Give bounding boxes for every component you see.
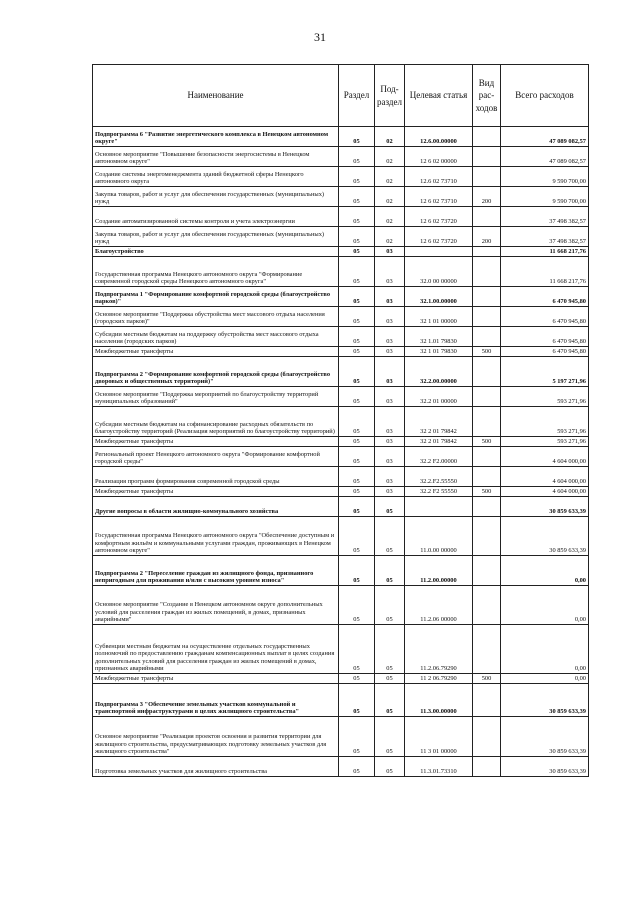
- row-expense-type-cell: [473, 127, 501, 147]
- row-total-cell: 4 604 000,00: [501, 467, 589, 487]
- row-section-cell: 05: [339, 407, 375, 437]
- row-total-cell: 6 470 945,80: [501, 307, 589, 327]
- header-target: Целевая статья: [405, 65, 473, 127]
- row-name-cell: Региональный проект Ненецкого автономного округа "Формирование комфортной городской среды": [93, 447, 339, 467]
- row-subsection-cell: 05: [375, 556, 405, 586]
- row-section-cell: 05: [339, 674, 375, 684]
- row-total-cell: 0,00: [501, 556, 589, 586]
- table-row: [93, 127, 589, 147]
- row-total-cell: 593 271,96: [501, 407, 589, 437]
- row-section-cell: 05: [339, 487, 375, 497]
- row-total-cell: 593 271,96: [501, 437, 589, 447]
- row-target-cell: 32 1 01 00000: [405, 307, 473, 327]
- row-expense-type-cell: 200: [473, 187, 501, 207]
- row-section-cell: 05: [339, 187, 375, 207]
- row-expense-type-cell: [473, 517, 501, 556]
- table-row: [93, 187, 589, 207]
- table-row: [93, 556, 589, 586]
- row-total-cell: 6 470 945,80: [501, 287, 589, 307]
- row-expense-type-cell: [473, 387, 501, 407]
- row-target-cell: 32.2 01 00000: [405, 387, 473, 407]
- row-total-cell: 6 470 945,80: [501, 347, 589, 357]
- row-section-cell: 05: [339, 327, 375, 347]
- row-total-cell: 37 498 382,57: [501, 227, 589, 247]
- row-total-cell: 37 498 382,57: [501, 207, 589, 227]
- row-subsection-cell: 03: [375, 327, 405, 347]
- row-total-cell: 47 089 082,57: [501, 147, 589, 167]
- row-target-cell: 11.3.01.73310: [405, 757, 473, 777]
- row-expense-type-cell: [473, 287, 501, 307]
- row-expense-type-cell: [473, 327, 501, 347]
- page-number: 31: [314, 30, 326, 44]
- row-subsection-cell: 05: [375, 497, 405, 517]
- row-name-cell: Межбюджетные трансферты: [93, 347, 339, 357]
- row-name-cell: Подпрограмма 6 "Развитие энергетического комплекса в Ненецком автономном округе": [93, 127, 339, 147]
- row-expense-type-cell: [473, 357, 501, 387]
- row-subsection-cell: 05: [375, 674, 405, 684]
- row-section-cell: 05: [339, 717, 375, 757]
- row-target-cell: 32.2 F2.00000: [405, 447, 473, 467]
- row-target-cell: 11 3 01 00000: [405, 717, 473, 757]
- row-name-cell: Реализация программ формирования современной городской среды: [93, 467, 339, 487]
- header-name: Наименование: [93, 65, 339, 127]
- row-target-cell: 32.2.F2.55550: [405, 467, 473, 487]
- row-section-cell: 05: [339, 127, 375, 147]
- row-total-cell: 30 859 633,39: [501, 757, 589, 777]
- row-name-cell: Межбюджетные трансферты: [93, 437, 339, 447]
- table-row: [93, 717, 589, 757]
- table-row: [93, 447, 589, 467]
- row-subsection-cell: 03: [375, 447, 405, 467]
- row-total-cell: 9 590 700,00: [501, 187, 589, 207]
- row-subsection-cell: 02: [375, 207, 405, 227]
- row-target-cell: [405, 497, 473, 517]
- row-expense-type-cell: [473, 167, 501, 187]
- row-target-cell: 32.0 00 00000: [405, 257, 473, 287]
- table-body: [93, 127, 589, 777]
- row-name-cell: Закупка товаров, работ и услуг для обеспечения государственных (муниципальных) нужд: [93, 187, 339, 207]
- row-name-cell: Межбюджетные трансферты: [93, 674, 339, 684]
- row-target-cell: 11.2.06 00000: [405, 586, 473, 625]
- table-row: [93, 327, 589, 347]
- row-target-cell: 11.3.00.00000: [405, 684, 473, 717]
- row-subsection-cell: 03: [375, 407, 405, 437]
- row-expense-type-cell: 500: [473, 487, 501, 497]
- row-name-cell: Создание системы энергоменеджмента зданий бюджетной сферы Ненецкого автономного округа: [93, 167, 339, 187]
- row-expense-type-cell: [473, 556, 501, 586]
- row-section-cell: 05: [339, 207, 375, 227]
- row-name-cell: Субвенции местным бюджетам на осуществление отдельных государственных полномочий по предоставлению гражданам компенсационных выплат в целях создания дополнительных условий для расселения граждан из жилых помещений в домах, признанных аварийными: [93, 625, 339, 674]
- row-subsection-cell: 03: [375, 387, 405, 407]
- row-name-cell: Основное мероприятие "Поддержка обустройства мест массового отдыха населения (городских парков)": [93, 307, 339, 327]
- row-subsection-cell: 03: [375, 257, 405, 287]
- row-total-cell: 6 470 945,80: [501, 327, 589, 347]
- header-expense-type: Вид рас-ходов: [473, 65, 501, 127]
- table-row: [93, 347, 589, 357]
- row-subsection-cell: 02: [375, 127, 405, 147]
- row-expense-type-cell: [473, 307, 501, 327]
- table-row: [93, 257, 589, 287]
- table-row: [93, 586, 589, 625]
- table-row: [93, 147, 589, 167]
- row-expense-type-cell: [473, 625, 501, 674]
- row-section-cell: 05: [339, 257, 375, 287]
- row-subsection-cell: 05: [375, 684, 405, 717]
- row-target-cell: 12.6.00.00000: [405, 127, 473, 147]
- row-section-cell: 05: [339, 307, 375, 327]
- row-target-cell: 32.1.00.00000: [405, 287, 473, 307]
- table-row: [93, 625, 589, 674]
- row-subsection-cell: 05: [375, 586, 405, 625]
- row-total-cell: 4 604 000,00: [501, 447, 589, 467]
- row-section-cell: 05: [339, 556, 375, 586]
- row-name-cell: Межбюджетные трансферты: [93, 487, 339, 497]
- row-expense-type-cell: [473, 467, 501, 487]
- row-section-cell: 05: [339, 684, 375, 717]
- table-row: [93, 227, 589, 247]
- row-section-cell: 05: [339, 147, 375, 167]
- row-subsection-cell: 05: [375, 717, 405, 757]
- row-name-cell: Субсидии местным бюджетам на софинансирование расходных обязательств по благоустройству территорий (Реализация мероприятий по благоустройству территорий): [93, 407, 339, 437]
- row-subsection-cell: 03: [375, 487, 405, 497]
- row-name-cell: Государственная программа Ненецкого автономного округа "Обеспечение доступным и комфортным жильём и коммунальными услугами граждан, проживающих в Ненецком автономном округе": [93, 517, 339, 556]
- row-expense-type-cell: 200: [473, 227, 501, 247]
- row-section-cell: 05: [339, 757, 375, 777]
- table-row: [93, 287, 589, 307]
- row-expense-type-cell: [473, 247, 501, 257]
- row-name-cell: Основное мероприятие "Повышение безопасности энергосистемы в Ненецком автономном округе": [93, 147, 339, 167]
- row-name-cell: Подпрограмма 1 "Формирование комфортной городской среды (благоустройство парков)": [93, 287, 339, 307]
- row-name-cell: Подпрограмма 3 "Обеспечение земельных участков коммунальной и транспортной инфраструктурами в целях жилищного строительства": [93, 684, 339, 717]
- row-target-cell: 12.6 02 73710: [405, 167, 473, 187]
- row-total-cell: 0,00: [501, 674, 589, 684]
- row-section-cell: 05: [339, 387, 375, 407]
- row-subsection-cell: 02: [375, 187, 405, 207]
- table-row: [93, 497, 589, 517]
- row-target-cell: 32 1 01 79830: [405, 347, 473, 357]
- row-section-cell: 05: [339, 227, 375, 247]
- row-subsection-cell: 02: [375, 147, 405, 167]
- row-expense-type-cell: [473, 407, 501, 437]
- row-name-cell: Субсидии местным бюджетам на поддержку обустройства мест массового отдыха населения (городских парков): [93, 327, 339, 347]
- row-expense-type-cell: [473, 586, 501, 625]
- table-row: [93, 407, 589, 437]
- row-total-cell: 9 590 700,00: [501, 167, 589, 187]
- row-subsection-cell: 03: [375, 467, 405, 487]
- row-total-cell: 47 089 082,57: [501, 127, 589, 147]
- row-total-cell: 11 668 217,76: [501, 257, 589, 287]
- row-total-cell: 4 604 000,00: [501, 487, 589, 497]
- row-name-cell: Основное мероприятие "Поддержка мероприятий по благоустройству территорий муниципальных образований": [93, 387, 339, 407]
- row-target-cell: 12 6 02 73720: [405, 227, 473, 247]
- row-total-cell: 30 859 633,39: [501, 497, 589, 517]
- row-target-cell: 32 1.01 79830: [405, 327, 473, 347]
- row-section-cell: 05: [339, 447, 375, 467]
- row-total-cell: 0,00: [501, 625, 589, 674]
- budget-table: [92, 64, 589, 777]
- row-target-cell: 12 6 02 73720: [405, 207, 473, 227]
- row-name-cell: Благоустройство: [93, 247, 339, 257]
- row-section-cell: 05: [339, 586, 375, 625]
- row-subsection-cell: 02: [375, 227, 405, 247]
- row-name-cell: Закупка товаров, работ и услуг для обеспечения государственных (муниципальных) нужд: [93, 227, 339, 247]
- row-subsection-cell: 03: [375, 307, 405, 327]
- row-subsection-cell: 03: [375, 287, 405, 307]
- row-section-cell: 05: [339, 357, 375, 387]
- row-target-cell: 32.2 F2 55550: [405, 487, 473, 497]
- table-row: [93, 674, 589, 684]
- row-name-cell: Подпрограмма 2 "Формирование комфортной городской среды (благоустройство дворовых и общественных территорий)": [93, 357, 339, 387]
- header-total: Всего расходов: [501, 65, 589, 127]
- table-row: [93, 247, 589, 257]
- row-name-cell: Основное мероприятие "Реализация проектов освоения и развития территории для жилищного строительства, предусматривающих подготовку земельных участков для жилищного строительства": [93, 717, 339, 757]
- row-expense-type-cell: [473, 684, 501, 717]
- row-expense-type-cell: [473, 447, 501, 467]
- row-total-cell: 30 859 633,39: [501, 717, 589, 757]
- table-row: [93, 684, 589, 717]
- table-row: [93, 517, 589, 556]
- row-target-cell: 32 2 01 79842: [405, 407, 473, 437]
- row-name-cell: Основное мероприятие "Создание в Ненецком автономном округе дополнительных условий для расселения граждан из жилых помещений, в домах, признанных аварийными": [93, 586, 339, 625]
- row-subsection-cell: 05: [375, 625, 405, 674]
- row-subsection-cell: 03: [375, 357, 405, 387]
- row-total-cell: 30 859 633,39: [501, 517, 589, 556]
- row-subsection-cell: 02: [375, 167, 405, 187]
- table-row: [93, 757, 589, 777]
- row-name-cell: Подготовка земельных участков для жилищного строительства: [93, 757, 339, 777]
- row-section-cell: 05: [339, 625, 375, 674]
- table-row: [93, 307, 589, 327]
- table-row: [93, 357, 589, 387]
- row-target-cell: 12 6 02 00000: [405, 147, 473, 167]
- row-target-cell: 11.2.06.79290: [405, 625, 473, 674]
- row-section-cell: 05: [339, 467, 375, 487]
- row-expense-type-cell: [473, 207, 501, 227]
- row-section-cell: 05: [339, 287, 375, 307]
- row-section-cell: 05: [339, 497, 375, 517]
- row-expense-type-cell: [473, 497, 501, 517]
- row-target-cell: 12 6 02 73710: [405, 187, 473, 207]
- table-row: [93, 467, 589, 487]
- header-subsection: Под-раздел: [375, 65, 405, 127]
- row-section-cell: 05: [339, 247, 375, 257]
- row-expense-type-cell: [473, 147, 501, 167]
- row-total-cell: 0,00: [501, 586, 589, 625]
- table-row: [93, 437, 589, 447]
- row-subsection-cell: 03: [375, 247, 405, 257]
- row-section-cell: 05: [339, 347, 375, 357]
- row-name-cell: Подпрограмма 2 "Переселение граждан из жилищного фонда, признанного непригодным для проживания и/или с высоким уровнем износа": [93, 556, 339, 586]
- row-total-cell: 5 197 271,96: [501, 357, 589, 387]
- row-expense-type-cell: 500: [473, 347, 501, 357]
- row-expense-type-cell: 500: [473, 674, 501, 684]
- row-expense-type-cell: [473, 757, 501, 777]
- row-total-cell: 11 668 217,76: [501, 247, 589, 257]
- row-subsection-cell: 05: [375, 757, 405, 777]
- table-row: [93, 387, 589, 407]
- row-name-cell: Создание автоматизированной системы контроля и учета электроэнергии: [93, 207, 339, 227]
- row-target-cell: 32 2 01 79842: [405, 437, 473, 447]
- row-target-cell: [405, 247, 473, 257]
- table-header-row: [93, 65, 589, 127]
- row-total-cell: 30 859 633,39: [501, 684, 589, 717]
- row-target-cell: 32.2.00.00000: [405, 357, 473, 387]
- table-row: [93, 167, 589, 187]
- row-section-cell: 05: [339, 517, 375, 556]
- row-name-cell: Другие вопросы в области жилищно-коммунального хозяйства: [93, 497, 339, 517]
- header-section: Раздел: [339, 65, 375, 127]
- table-row: [93, 207, 589, 227]
- row-name-cell: Государственная программа Ненецкого автономного округа "Формирование современной городской среды Ненецкого автономного округа": [93, 257, 339, 287]
- table-row: [93, 487, 589, 497]
- row-total-cell: 593 271,96: [501, 387, 589, 407]
- row-target-cell: 11.2.00.00000: [405, 556, 473, 586]
- row-section-cell: 05: [339, 437, 375, 447]
- row-section-cell: 05: [339, 167, 375, 187]
- row-subsection-cell: 05: [375, 517, 405, 556]
- row-expense-type-cell: [473, 257, 501, 287]
- row-expense-type-cell: 500: [473, 437, 501, 447]
- row-subsection-cell: 03: [375, 437, 405, 447]
- row-subsection-cell: 03: [375, 347, 405, 357]
- row-target-cell: 11 2 06.79290: [405, 674, 473, 684]
- row-expense-type-cell: [473, 717, 501, 757]
- row-target-cell: 11.0.00 00000: [405, 517, 473, 556]
